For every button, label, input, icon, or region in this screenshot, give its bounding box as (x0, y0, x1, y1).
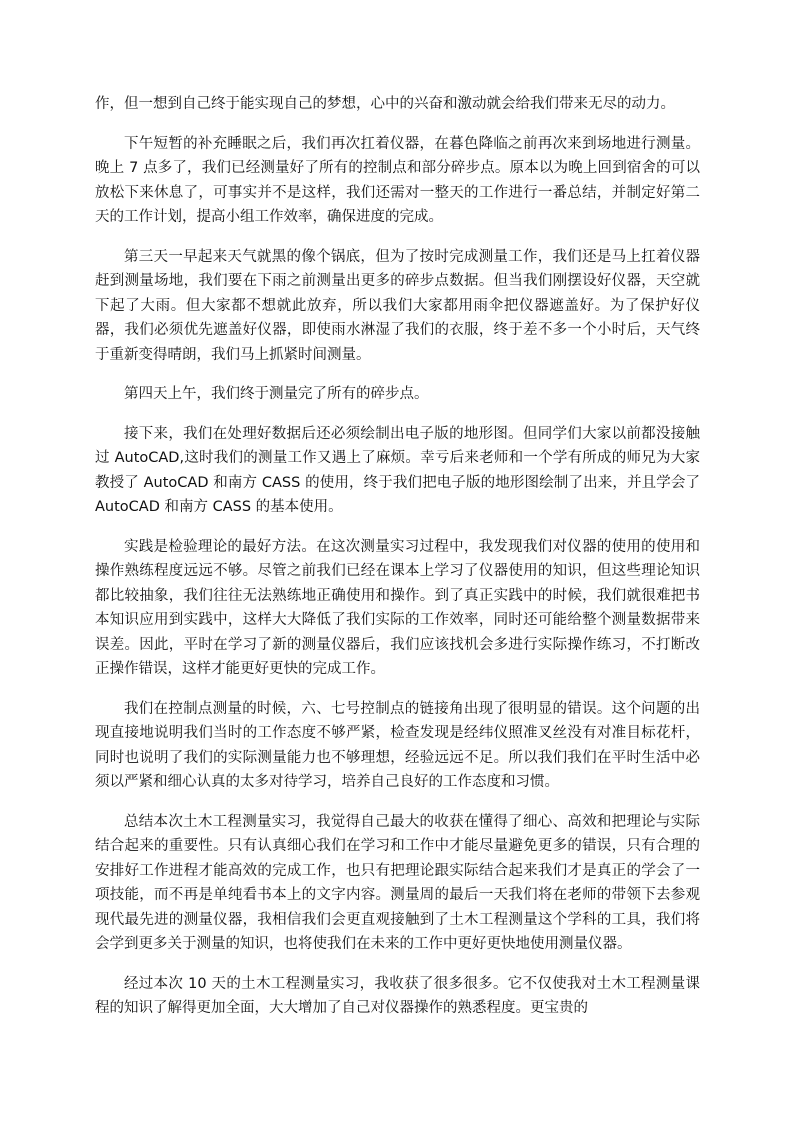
paragraph-9: 经过本次 10 天的土木工程测量实习，我收获了很多很多。它不仅使我对土木工程测量课程的知识了解得更加全面，大大增加了自己对仪器操作的熟悉程度。更宝贵的 (95, 975, 700, 1016)
paragraph-6: 实践是检验理论的最好方法。在这次测量实习过程中，我发现我们对仪器的使用的使用和操作熟练程度远远不够。尽管之前我们已经在课本上学习了仪器使用的知识，但这些理论知识都比较抽象，我们往往无法熟练地正确使用和操作。到了真正实践中的时候，我们就很难把书本知识应用到实践中，这样大大降低了我们实际的工作效率，同时还可能给整个测量数据带来误差。因此，平时在学习了新的测量仪器后，我们应该找机会多进行实际操作练习，不打断改正操作错误，这样才能更好更快的完成工作。 (95, 538, 700, 677)
paragraph-2: 下午短暂的补充睡眠之后，我们再次扛着仪器，在暮色降临之前再次来到场地进行测量。晚上 7 点多了，我们已经测量好了所有的控制点和部分碎步点。原本以为晚上回到宿舍的可以放松下来休息了，可事实并不是这样，我们还需对一整天的工作进行一番总结，并制定好第二天的工作计划，提高小组工作效率，确保进度的完成。 (95, 135, 700, 225)
paragraph-4: 第四天上午，我们终于测量完了所有的碎步点。 (124, 386, 429, 402)
paragraph-5: 接下来，我们在处理好数据后还必须绘制出电子版的地形图。但同学们大家以前都没接触过 AutoCAD,这时我们的测量工作又遇上了麻烦。幸亏后来老师和一个学有所成的师兄为大家教授了 AutoCAD 和南方 CASS 的使用，终于我们把电子版的地形图绘制了出来，并且学会了 AutoCAD 和南方 CASS 的基本使用。 (95, 425, 700, 515)
document-body (95, 92, 700, 1036)
paragraph-8: 总结本次土木工程测量实习，我觉得自己最大的收获在懂得了细心、高效和把理论与实际结合起来的重要性。只有认真细心我们在学习和工作中才能尽量避免更多的错误，只有合理的安排好工作进程才能高效的完成工作，也只有把理论跟实际结合起来我们才是真正的学会了一项技能，而不再是单纯看书本上的文字内容。测量周的最后一天我们将在老师的带领下去参观现代最先进的测量仪器，我相信我们会更直观接触到了土木工程测量这个学科的工具，我们将会学到更多关于测量的知识，也将使我们在未来的工作中更好更快地使用测量仪器。 (95, 813, 700, 952)
paragraph-7: 我们在控制点测量的时候，六、七号控制点的链接角出现了很明显的错误。这个问题的出现直接地说明我们当时的工作态度不够严紧，检查发现是经纬仪照准叉丝没有对准目标花杆，同时也说明了我们的实际测量能力也不够理想，经验远远不足。所以我们我们在平时生活中必须以严紧和细心认真的太多对待学习，培养自己良好的工作态度和习惯。 (95, 700, 700, 790)
paragraph-1: 作，但一想到自己终于能实现自己的梦想，心中的兴奋和激动就会给我们带来无尽的动力。 (95, 96, 675, 112)
paragraph-3: 第三天一早起来天气就黑的像个锅底，但为了按时完成测量工作，我们还是马上扛着仪器赶到测量场地，我们要在下雨之前测量出更多的碎步点数据。但当我们刚摆设好仪器，天空就下起了大雨。但大家都不想就此放弃，所以我们大家都用雨伞把仪器遮盖好。为了保护好仪器，我们必须优先遮盖好仪器，即使雨水淋湿了我们的衣服，终于差不多一个小时后，天气终于重新变得晴朗，我们马上抓紧时间测量。 (95, 248, 700, 363)
